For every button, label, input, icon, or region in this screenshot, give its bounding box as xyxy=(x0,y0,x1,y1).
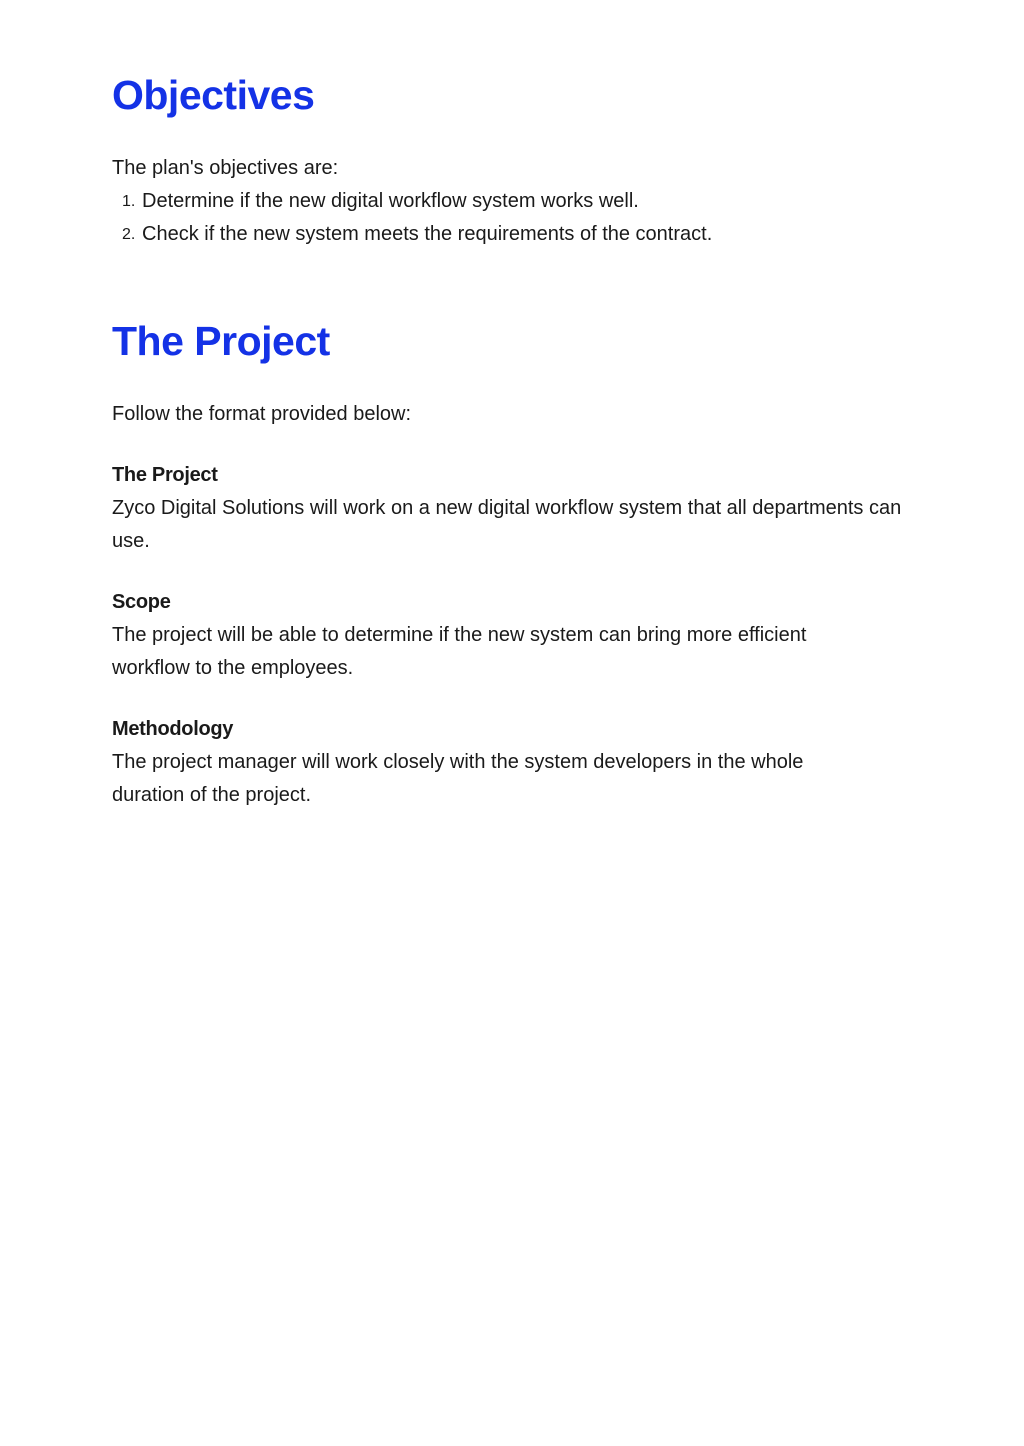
list-item-text: Determine if the new digital workflow system works well. xyxy=(142,190,639,212)
list-item xyxy=(112,218,912,251)
list-item-number: 2. xyxy=(122,226,136,243)
list-item-text: Check if the new system meets the requirements of the contract. xyxy=(142,223,713,245)
section-heading: Methodology xyxy=(112,718,234,740)
objectives-intro: The plan's objectives are: xyxy=(112,157,339,179)
objectives-heading: Objectives xyxy=(112,72,315,118)
section-scope xyxy=(112,586,912,685)
section-heading: The Project xyxy=(112,464,218,486)
project-heading: The Project xyxy=(112,318,330,364)
section-methodology xyxy=(112,713,912,812)
objectives-list xyxy=(112,185,912,251)
project-intro: Follow the format provided below: xyxy=(112,403,412,425)
section-heading: Scope xyxy=(112,591,171,613)
list-item-number: 1. xyxy=(122,193,136,210)
section-body: The project manager will work closely with the system developers in the whole duration of the project. xyxy=(112,751,804,806)
section-the-project xyxy=(112,459,912,558)
section-body: The project will be able to determine if the new system can bring more efficient workflow to the employees. xyxy=(112,624,807,679)
list-item xyxy=(112,185,912,218)
section-body: Zyco Digital Solutions will work on a new digital workflow system that all departments can use. xyxy=(112,497,902,552)
